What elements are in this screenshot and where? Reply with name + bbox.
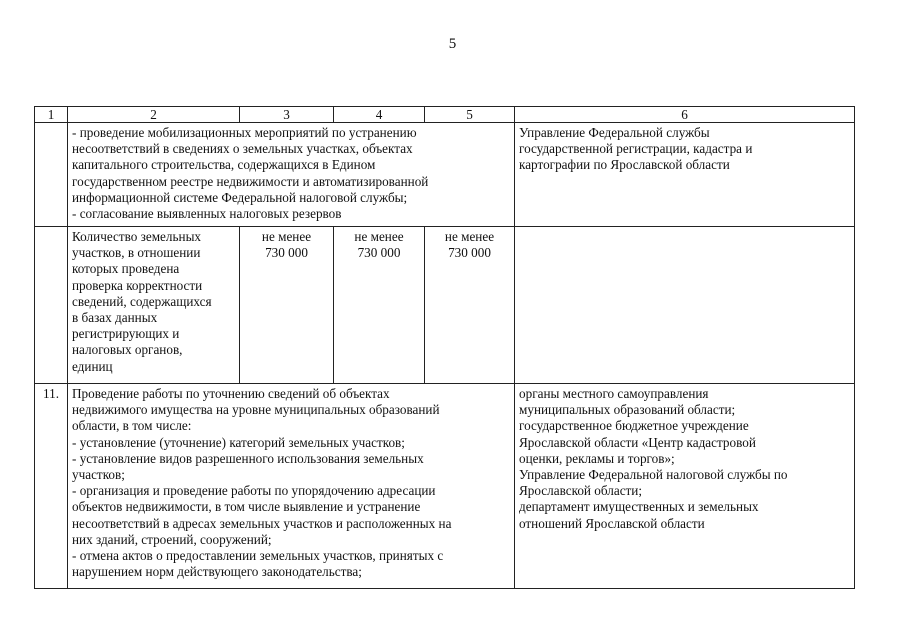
row-a-number-cell xyxy=(35,123,68,227)
text-line: - проведение мобилизационных мероприятий по устранению xyxy=(72,125,417,140)
text-line: них зданий, строений, сооружений; xyxy=(72,531,272,547)
text-line: - отмена актов о предоставлении земельных участков, принятых с xyxy=(72,548,444,564)
text-line: единиц xyxy=(72,358,113,374)
text-line: налоговых органов, xyxy=(72,342,183,358)
table-row xyxy=(35,227,855,384)
table-row xyxy=(35,123,855,227)
row-b-responsible-cell xyxy=(515,227,855,384)
header-col-5: 5 xyxy=(425,107,515,123)
text-line: государственном реестре недвижимости и автоматизированной xyxy=(72,173,429,189)
text-line: муниципальных образований области; xyxy=(519,402,736,418)
text-line: области, в том числе: xyxy=(72,418,192,434)
row-b-number-cell xyxy=(35,227,68,384)
header-col-6: 6 xyxy=(515,107,855,123)
target-cell-col3 xyxy=(240,227,334,384)
text-line: недвижимого имущества на уровне муниципальных образований xyxy=(72,402,440,418)
text-line: департамент имущественных и земельных xyxy=(519,499,759,515)
target-value: 730 000 xyxy=(265,245,308,261)
text-line: участков; xyxy=(72,467,125,483)
header-col-2: 2 xyxy=(68,107,240,123)
text-line: государственное бюджетное учреждение xyxy=(519,418,749,434)
text-line: отношений Ярославской области xyxy=(519,515,705,531)
row-11-responsible-cell xyxy=(515,384,855,589)
text-line: несоответствий в адресах земельных участков и расположенных на xyxy=(72,515,452,531)
target-prefix: не менее xyxy=(444,229,495,244)
text-line: которых проведена xyxy=(72,261,180,277)
text-line: - согласование выявленных налоговых резервов xyxy=(72,206,342,222)
text-line: оценки, рекламы и торгов»; xyxy=(519,450,675,466)
header-col-4: 4 xyxy=(334,107,425,123)
text-line: капитального строительства, содержащихся в Едином xyxy=(72,157,376,173)
text-line: в базах данных xyxy=(72,310,158,326)
row-11-text-cell xyxy=(68,384,515,589)
indicator-cell xyxy=(68,227,240,384)
header-col-1: 1 xyxy=(35,107,68,123)
text-line: государственной регистрации, кадастра и xyxy=(519,141,753,157)
text-line: органы местного самоуправления xyxy=(519,386,709,401)
text-line: Ярославской области; xyxy=(519,483,643,499)
target-cell-col5 xyxy=(425,227,515,384)
text-line: нарушением норм действующего законодательства; xyxy=(72,564,362,580)
text-line: сведений, содержащихся xyxy=(72,293,212,309)
text-line: участков, в отношении xyxy=(72,245,201,261)
text-line: информационной системе Федеральной налоговой службы; xyxy=(72,189,408,205)
table-row xyxy=(35,384,855,589)
target-value: 730 000 xyxy=(448,245,491,261)
text-line: - установление видов разрешенного использования земельных xyxy=(72,450,424,466)
text-line: несоответствий в сведениях о земельных участках, объектах xyxy=(72,141,413,157)
row-a-text-cell xyxy=(68,123,515,227)
header-col-3: 3 xyxy=(240,107,334,123)
text-line: Ярославской области «Центр кадастровой xyxy=(519,434,756,450)
text-line: проверка корректности xyxy=(72,277,203,293)
text-line: - установление (уточнение) категорий земельных участков; xyxy=(72,434,405,450)
text-line: объектов недвижимости, в том числе выявление и устранение xyxy=(72,499,421,515)
measures-table xyxy=(34,106,855,589)
row-a-responsible-cell xyxy=(515,123,855,227)
row-11-number: 11. xyxy=(35,384,68,589)
target-prefix: не менее xyxy=(261,229,312,244)
text-line: - организация и проведение работы по упорядочению адресации xyxy=(72,483,436,499)
text-line: регистрирующих и xyxy=(72,326,180,342)
text-line: Проведение работы по уточнению сведений об объектах xyxy=(72,386,390,401)
table-header-row xyxy=(35,107,855,123)
text-line: картографии по Ярославской области xyxy=(519,157,730,173)
target-cell-col4 xyxy=(334,227,425,384)
text-line: Управление Федеральной налоговой службы по xyxy=(519,467,788,483)
target-value: 730 000 xyxy=(357,245,401,261)
text-line: Управление Федеральной службы xyxy=(519,125,710,140)
text-line: Количество земельных xyxy=(72,229,202,244)
page-number: 5 xyxy=(448,36,457,52)
target-prefix: не менее xyxy=(354,229,404,244)
